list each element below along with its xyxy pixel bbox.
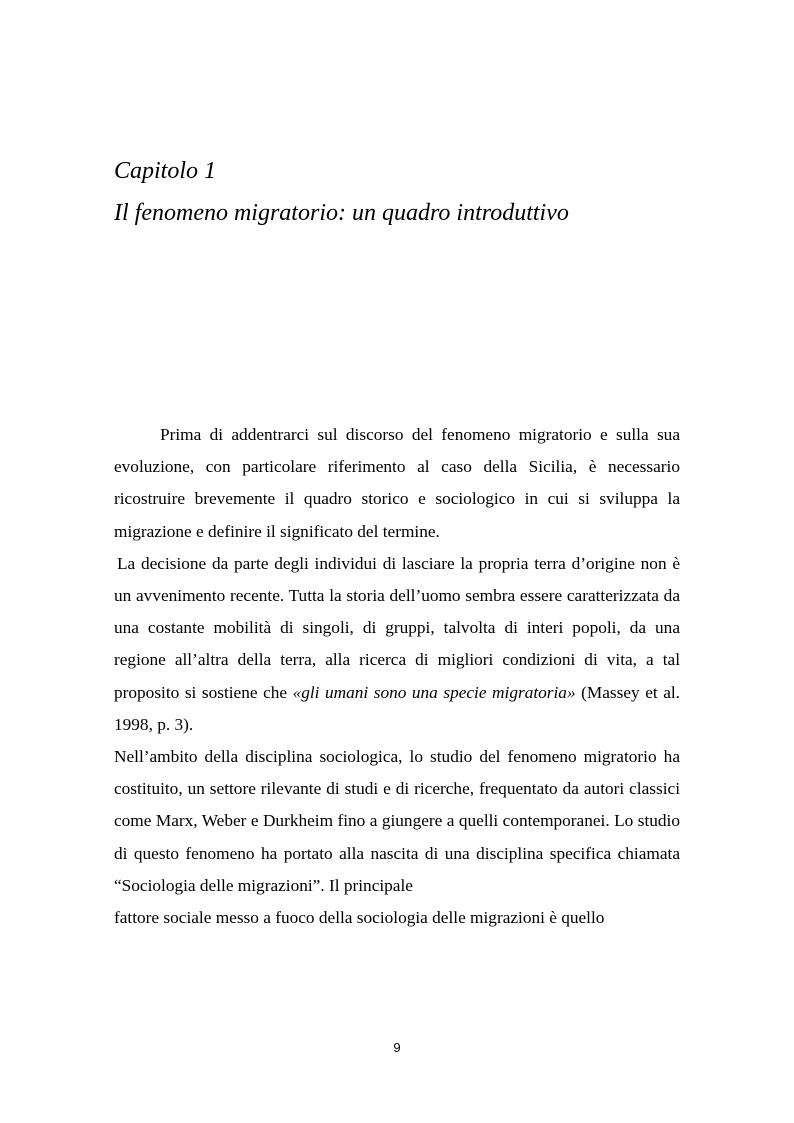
paragraph-sociology: Nell’ambito della disciplina sociologica, lo studio del fenomeno migratorio ha costituito, un settore rilevante di studi e di ricerche, frequentato da autori classici come Marx, Weber e Durkheim fino a giungere a quelli contemporanei. Lo studio di questo fenomeno ha portato alla nascita di una disciplina specifica chiamata “Sociologia delle migrazioni”. Il principale [114,747,680,895]
citation: (Massey et al. 1998, p. 3). [114,682,680,734]
page-number: 9 [393,1040,401,1055]
chapter-number: Capitolo 1 [114,158,217,184]
body-text [114,419,680,934]
quotation: «gli umani sono una specie migratoria» [292,682,576,702]
paragraph-migration-history [114,548,680,741]
paragraph-text: La decisione da parte degli individui di lasciare la propria terra d’origine non è un avvenimento recente. Tutta la storia dell’uomo sembra essere caratterizzata da una costante mobilità di singoli, di gruppi, talvolta di interi popoli, da una regione all’altra della terra, alla ricerca di migliori condizioni di vita, a tal proposito si sostiene che [114,553,680,702]
paragraph-continued-line: fattore sociale messo a fuoco della sociologia delle migrazioni è quello [114,908,605,928]
paragraph-intro: Prima di addentrarci sul discorso del fenomeno migratorio e sulla sua evoluzione, con particolare riferimento al caso della Sicilia, è necessario ricostruire brevemente il quadro storico e sociologico in cui si sviluppa la migrazione e definire il significato del termine. [114,425,680,541]
chapter-title: Il fenomeno migratorio: un quadro introduttivo [114,200,569,226]
chapter-heading [114,150,714,234]
